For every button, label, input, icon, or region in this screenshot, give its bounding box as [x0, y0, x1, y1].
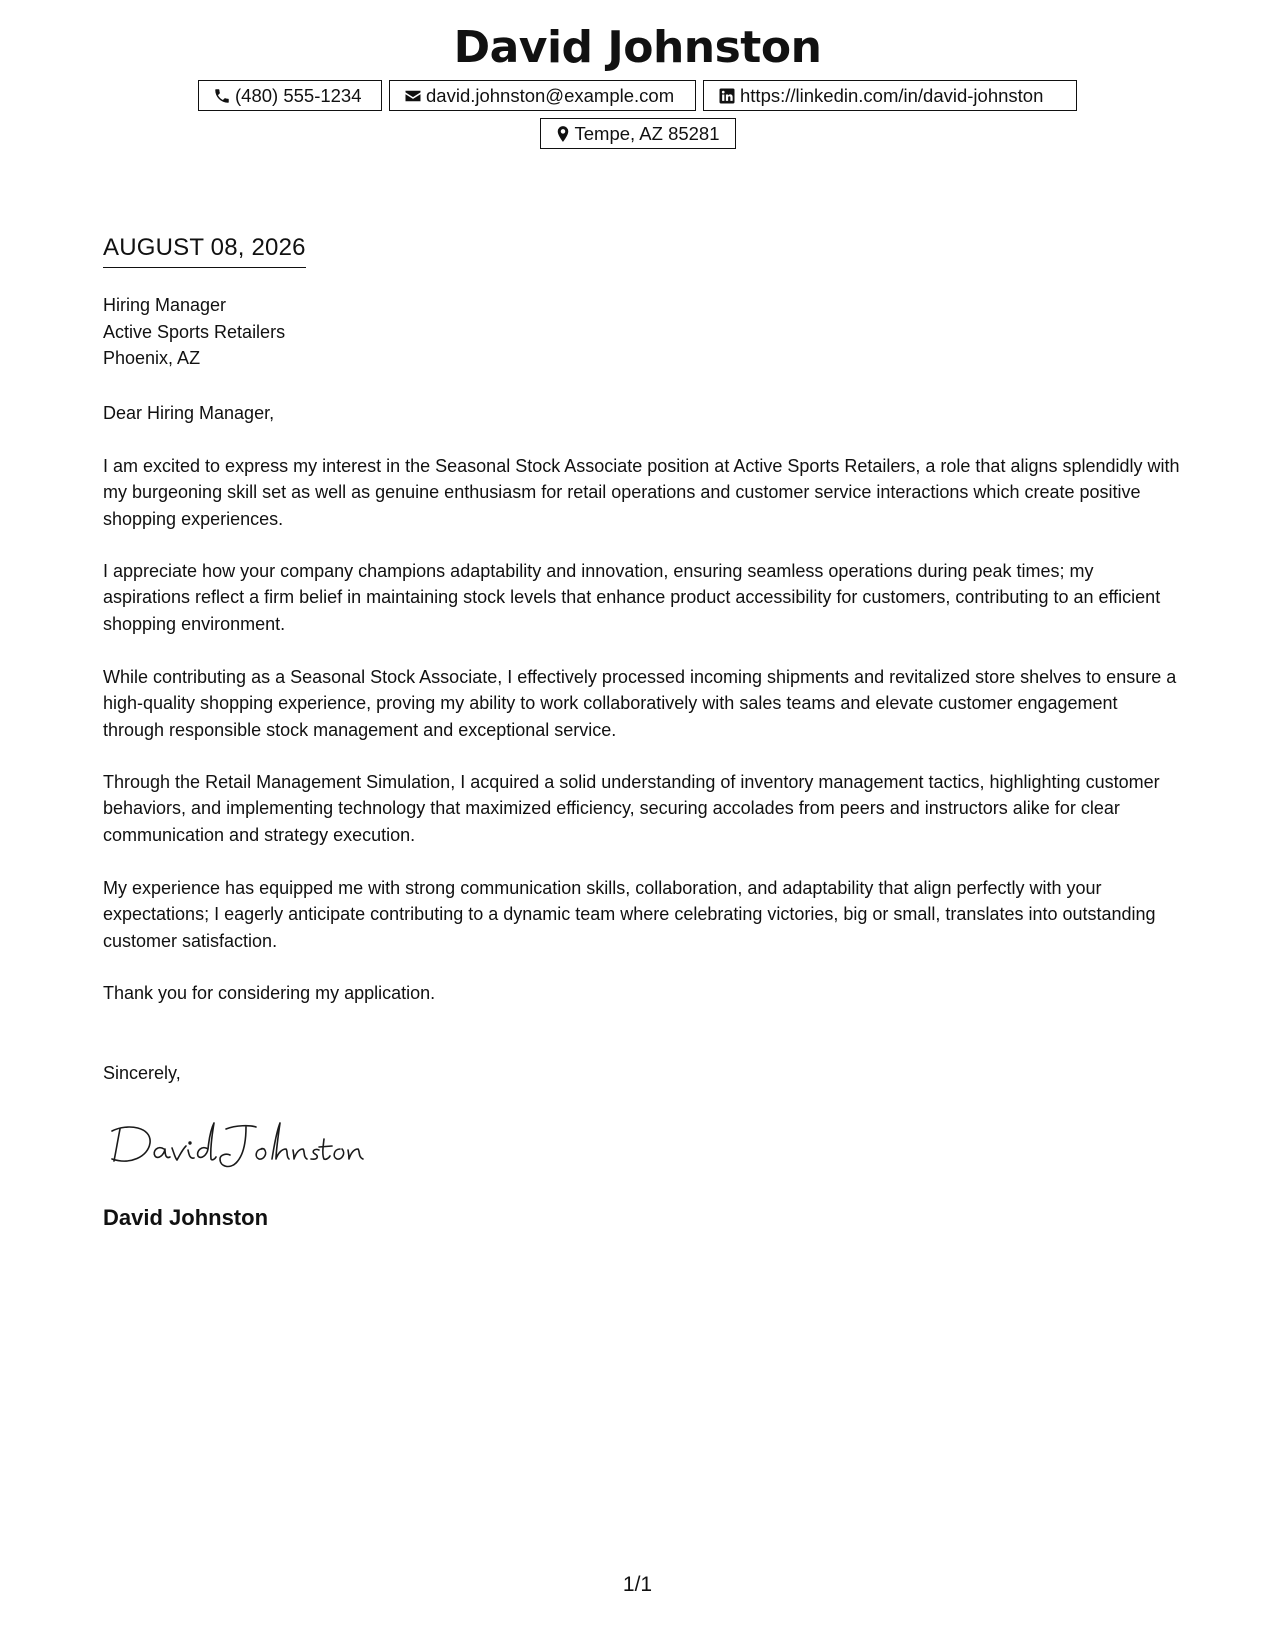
recipient-title: Hiring Manager [103, 295, 227, 315]
salutation: Dear Hiring Manager, [103, 403, 275, 423]
body-paragraph: I appreciate how your company champions adaptability and innovation, ensuring seamless operations during peak times; my aspirations reflect a firm belief in maintaining stock levels that enhance product accessibility for customers, contributing to an efficient shopping environment. [103, 561, 1161, 634]
body-paragraph: I am excited to express my interest in the Seasonal Stock Associate position at Active Sports Retailers, a role that aligns splendidly with my burgeoning skill set as well as genuine enthusiasm for retail operations and customer service interactions which create positive shopping experiences. [103, 456, 1180, 529]
map-pin-icon [554, 124, 572, 144]
closing-thanks: Thank you for considering my application. [103, 983, 436, 1003]
valediction: Sincerely, [103, 1063, 181, 1083]
body-paragraph: Through the Retail Management Simulation, I acquired a solid understanding of inventory management tactics, highlighting customer behaviors, and implementing technology that maximized efficiency, securing accolades from peers and instructors alike for clear communication and strategy execution. [103, 772, 1160, 845]
contact-linkedin [703, 80, 1077, 111]
recipient-location: Phoenix, AZ [103, 348, 201, 368]
contact-email [389, 80, 696, 111]
recipient-company: Active Sports Retailers [103, 321, 286, 342]
contact-row [0, 118, 1275, 149]
letter-date: AUGUST 08, 2026 [103, 233, 306, 268]
phone-icon [212, 86, 232, 106]
contact-email-text: david.johnston@example.com [426, 84, 675, 106]
contact-location-text: Tempe, AZ 85281 [574, 122, 720, 144]
contact-row [0, 80, 1275, 111]
linkedin-icon [717, 86, 737, 106]
contact-phone-text: (480) 555-1234 [235, 84, 362, 106]
body-paragraph: My experience has equipped me with strong communication skills, collaboration, and adaptability that align perfectly with your expectations; I eagerly anticipate contributing to a dynamic team where celebrating victories, big or small, translates into outstanding customer satisfaction. [103, 878, 1156, 951]
envelope-icon [403, 86, 423, 106]
page-number: 1/1 [622, 1573, 653, 1596]
contact-linkedin-text: https://linkedin.com/in/david-johnston [740, 84, 1044, 106]
handwritten-signature [108, 1115, 368, 1175]
applicant-name: David Johnston [453, 22, 822, 73]
body-paragraph: While contributing as a Seasonal Stock Associate, I effectively processed incoming shipments and revitalized store shelves to ensure a high-quality shopping experience, proving my ability to work collaboratively with sales teams and elevate customer engagement through responsible stock management and exceptional service. [103, 667, 1177, 740]
recipient-block [103, 292, 285, 372]
signer-name: David Johnston [103, 1205, 269, 1230]
contact-phone [198, 80, 382, 111]
contact-location [540, 118, 736, 149]
